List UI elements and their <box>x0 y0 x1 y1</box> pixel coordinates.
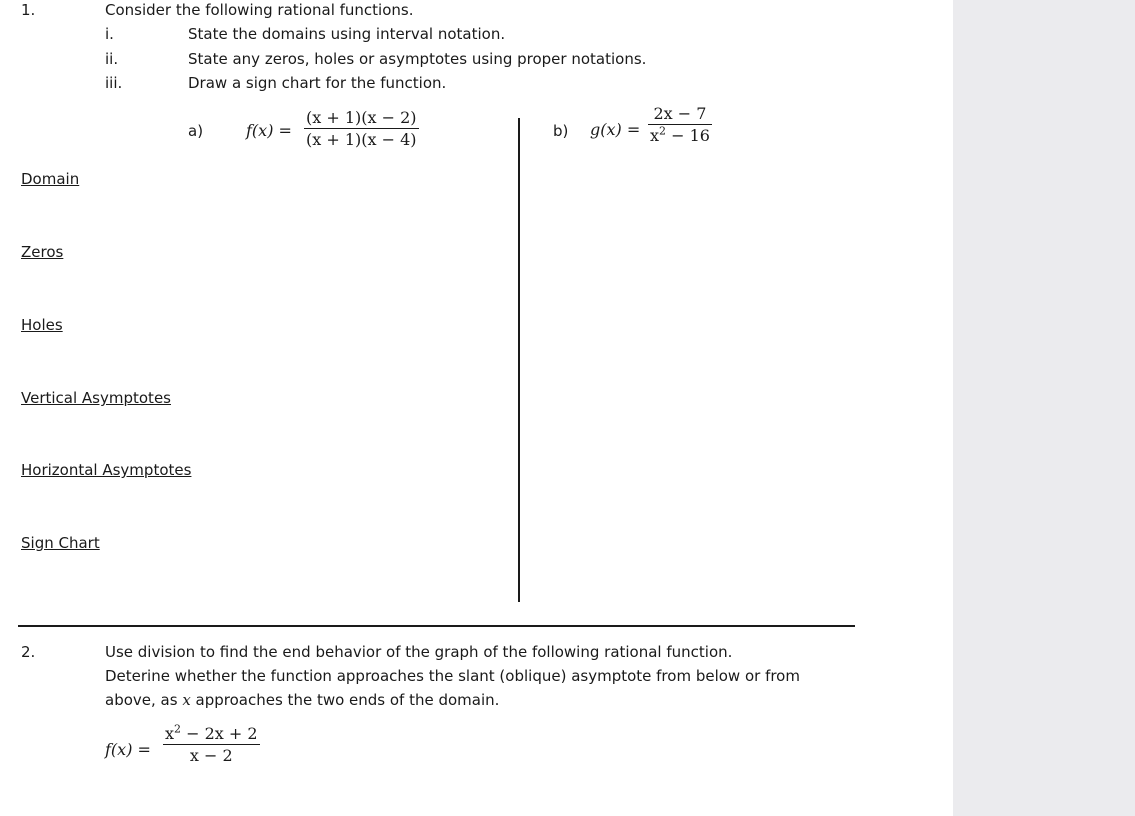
part-a-denominator: (x + 1)(x − 4) <box>306 130 417 149</box>
part-b-denominator-rest: − 16 <box>666 126 710 145</box>
question-2-numerator-base: x <box>165 724 175 743</box>
question-2-line-1: Use division to find the end behavior of the graph of the following rational function. <box>105 643 733 661</box>
part-b-lhs: g(x) = <box>590 120 641 139</box>
fraction-bar <box>648 124 712 125</box>
question-2-line-3-end: approaches the two ends of the domain. <box>190 691 500 709</box>
zeros-label: Zeros <box>21 243 64 261</box>
horizontal-asymptotes-label: Horizontal Asymptotes <box>21 461 192 479</box>
part-a-numerator: (x + 1)(x − 2) <box>306 108 417 127</box>
question-2-line-3 <box>105 691 499 709</box>
domain-label: Domain <box>21 170 80 188</box>
question-2-fraction <box>163 724 260 765</box>
part-b-denominator-exponent: 2 <box>659 124 667 138</box>
question-2-numerator-exponent: 2 <box>174 722 182 736</box>
sub-item-ii-text: State any zeros, holes or asymptotes using proper notations. <box>188 50 647 68</box>
question-2-line-2: Deterine whether the function approaches the slant (oblique) asymptote from below or from <box>105 667 800 685</box>
question-1-intro: Consider the following rational functions. <box>105 1 414 19</box>
part-b-fraction <box>648 104 712 145</box>
question-2-numerator <box>163 724 260 743</box>
vertical-asymptotes-label: Vertical Asymptotes <box>21 389 171 407</box>
part-a-fraction <box>304 108 419 149</box>
question-2-line-3-start: above, as <box>105 691 183 709</box>
part-b-denominator-base: x <box>650 126 660 145</box>
question-2-numerator-rest: − 2x + 2 <box>181 724 258 743</box>
part-a-label: a) <box>188 122 204 140</box>
sub-item-i-text: State the domains using interval notation. <box>188 25 506 43</box>
sub-item-iii-text: Draw a sign chart for the function. <box>188 74 447 92</box>
question-1-number: 1. <box>21 1 36 19</box>
sub-item-ii-numeral: ii. <box>105 50 119 68</box>
part-b-denominator <box>648 126 712 145</box>
holes-label: Holes <box>21 316 63 334</box>
section-divider <box>18 625 855 627</box>
part-b-label: b) <box>553 122 569 140</box>
sub-item-i-numeral: i. <box>105 25 114 43</box>
right-margin-panel <box>953 0 1135 816</box>
question-2-variable: x <box>182 691 191 709</box>
part-a-lhs: f(x) = <box>246 121 292 140</box>
fraction-bar <box>304 128 419 129</box>
question-2-number: 2. <box>21 643 36 661</box>
part-b-numerator: 2x − 7 <box>653 104 707 123</box>
sub-item-iii-numeral: iii. <box>105 74 123 92</box>
sign-chart-label: Sign Chart <box>21 534 100 552</box>
question-2-denominator: x − 2 <box>189 746 233 765</box>
fraction-bar <box>163 744 260 745</box>
question-2-lhs: f(x) = <box>105 740 151 759</box>
column-divider <box>518 118 520 602</box>
